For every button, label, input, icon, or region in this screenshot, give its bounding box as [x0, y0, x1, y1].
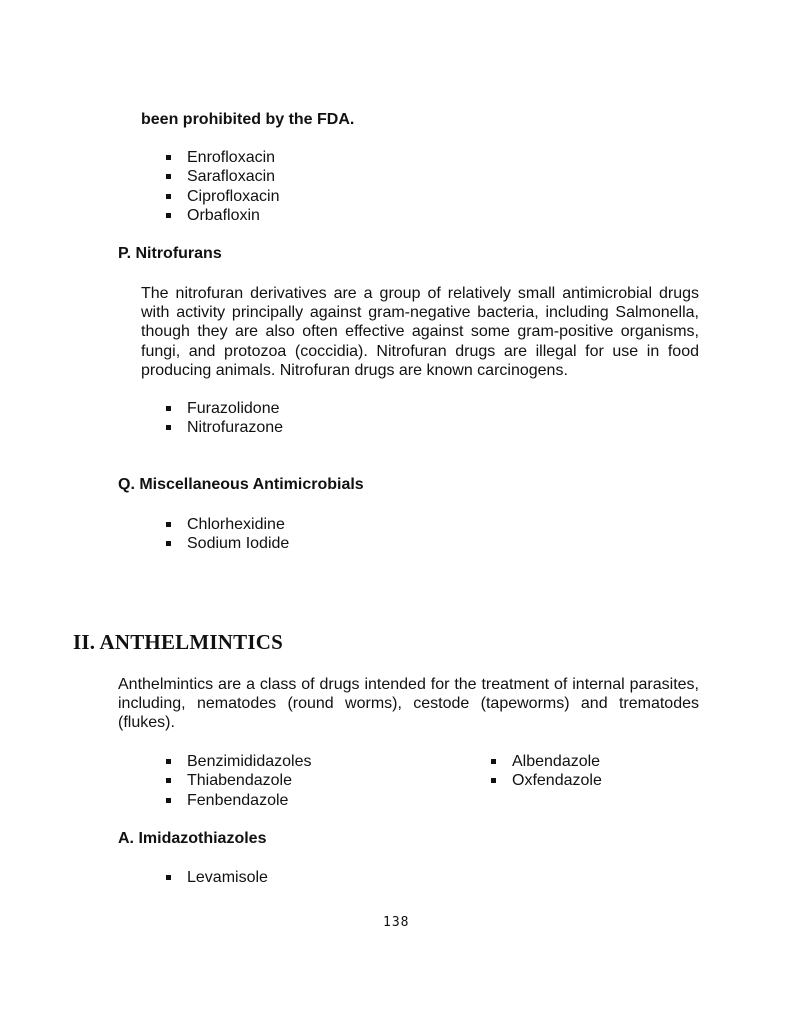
nitrofuran-list [166, 399, 283, 438]
section-heading-imidazothiazoles: A. Imidazothiazoles [118, 830, 267, 847]
list-item: Fenbendazole [166, 791, 312, 810]
bullet-icon [166, 778, 171, 783]
bullet-icon [166, 798, 171, 803]
bullet-icon [166, 425, 171, 430]
fluoroquinolone-list [166, 148, 279, 225]
list-item: Orbafloxin [166, 206, 279, 225]
anthelmintic-list-right [491, 752, 602, 791]
list-item: Levamisole [166, 868, 268, 887]
list-item: Ciprofloxacin [166, 187, 279, 206]
list-item: Albendazole [491, 752, 602, 771]
list-item: Chlorhexidine [166, 515, 289, 534]
bullet-icon [491, 778, 496, 783]
list-item: Benzimididazoles [166, 752, 312, 771]
bullet-icon [166, 194, 171, 199]
anthelmintic-list-left [166, 752, 312, 810]
bullet-icon [166, 155, 171, 160]
nitrofurans-paragraph: The nitrofuran derivatives are a group of relatively small antimicrobial drugs with activity principally against gram-negative bacteria, including Salmonella, though they are also often effective against some gram-positive organisms, fungi, and protozoa (coccidia). Nitrofuran drugs are illegal for use in food producing animals. Nitrofuran drugs are known carcinogens. [141, 285, 699, 379]
list-item: Thiabendazole [166, 771, 312, 790]
list-item: Furazolidone [166, 399, 283, 418]
list-item: Sodium Iodide [166, 534, 289, 553]
list-item: Enrofloxacin [166, 148, 279, 167]
bullet-icon [166, 213, 171, 218]
bullet-icon [166, 875, 171, 880]
list-item: Sarafloxacin [166, 167, 279, 186]
bullet-icon [166, 174, 171, 179]
bullet-icon [491, 759, 496, 764]
chapter-heading-anthelmintics: II. ANTHELMINTICS [73, 630, 283, 654]
page-number: 138 [383, 915, 410, 930]
continued-sentence: been prohibited by the FDA. [141, 111, 355, 128]
bullet-icon [166, 522, 171, 527]
section-heading-miscellaneous: Q. Miscellaneous Antimicrobials [118, 476, 364, 493]
list-item: Nitrofurazone [166, 418, 283, 437]
section-heading-nitrofurans: P. Nitrofurans [118, 245, 222, 262]
anthelmintics-paragraph: Anthelmintics are a class of drugs intended for the treatment of internal parasites, including, nematodes (round worms), cestode (tapeworms) and trematodes (flukes). [118, 676, 699, 732]
imidazothiazole-list [166, 868, 268, 887]
miscellaneous-list [166, 515, 289, 554]
list-item: Oxfendazole [491, 771, 602, 790]
bullet-icon [166, 541, 171, 546]
bullet-icon [166, 406, 171, 411]
bullet-icon [166, 759, 171, 764]
